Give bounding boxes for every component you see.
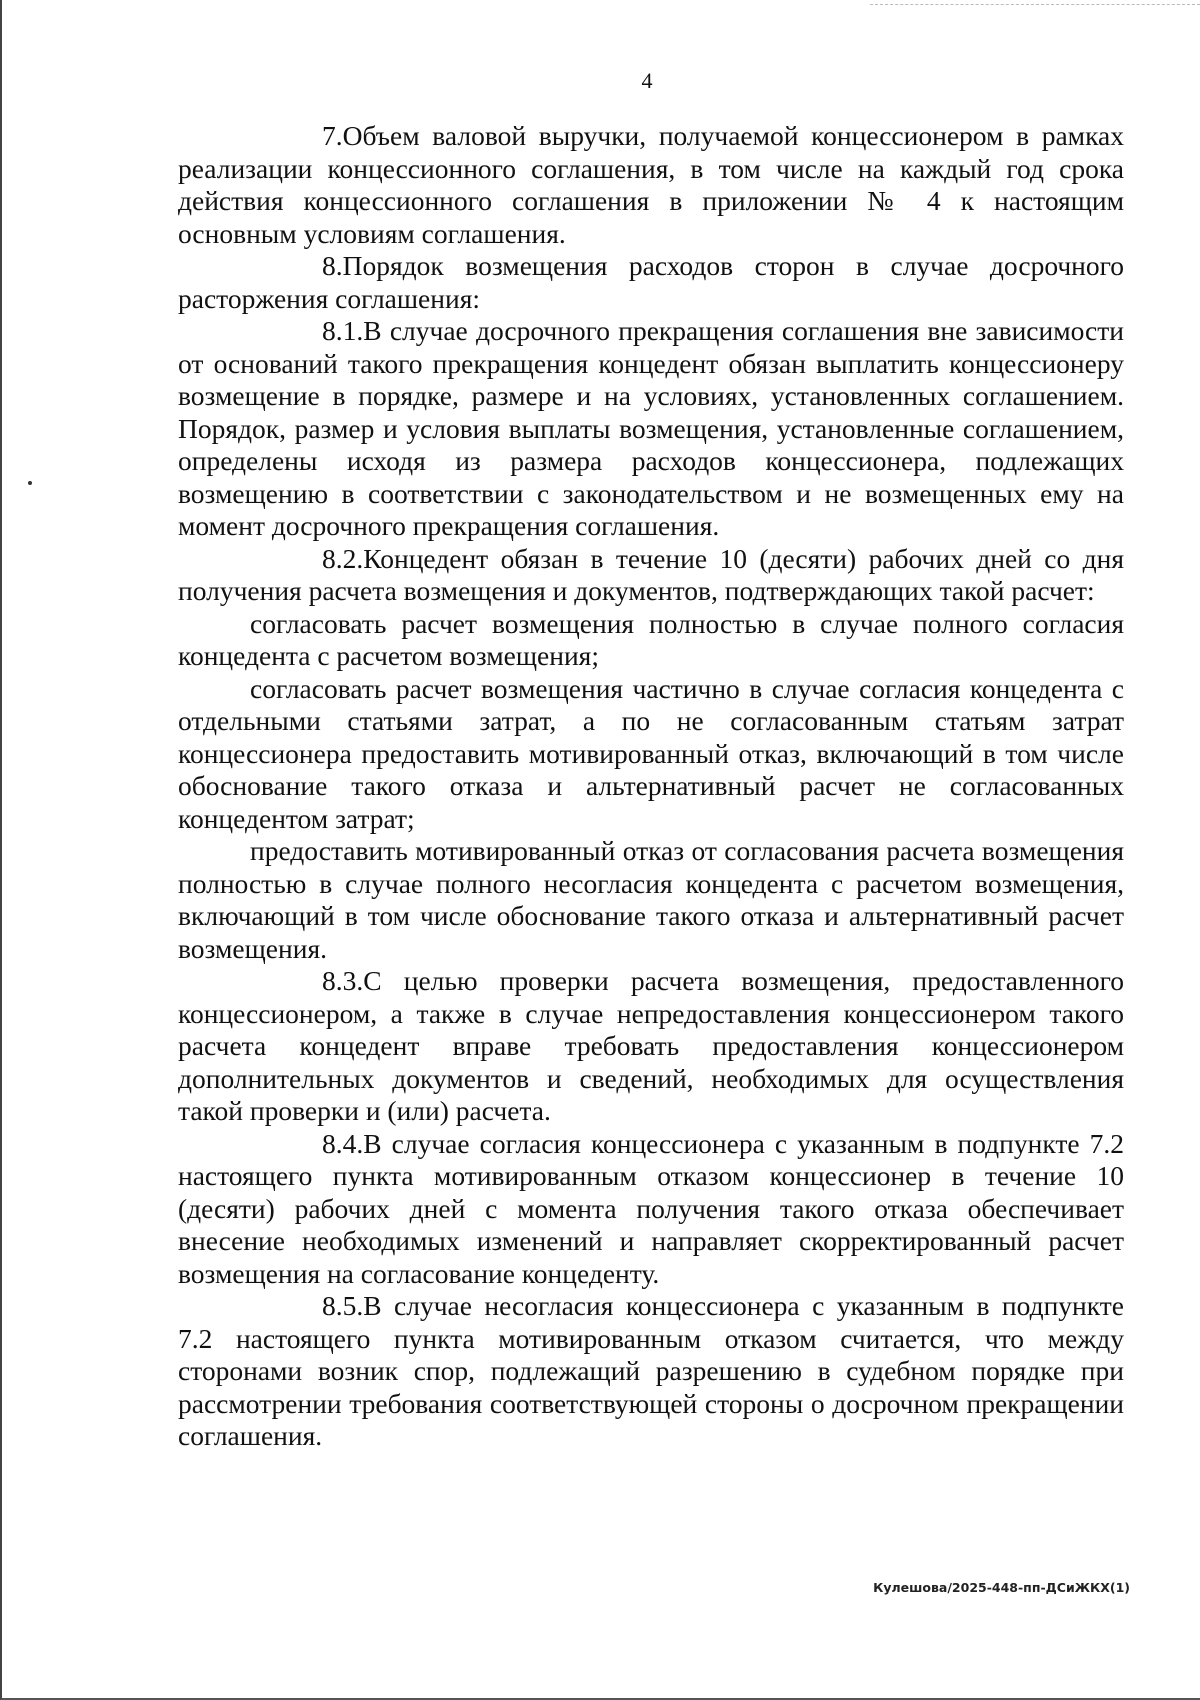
page-number: 4 <box>641 68 653 93</box>
paragraph-8-4 <box>178 1128 1124 1291</box>
paragraph-8-2-item-2 <box>178 673 1124 836</box>
paragraph-number: 8.3. <box>322 965 364 996</box>
paragraph-text: С целью проверки расчета возмещения, предоставленного концессионером, а также в случае непредоставления концессионером такого расчета концедент вправе требовать предоставления концессионером дополнительных документов и сведений, необходимых для осуществления такой проверки и (или) расчета. <box>178 965 1124 1126</box>
paragraph-text: предоставить мотивированный отказ от согласования расчета возмещения полностью в случае полного несогласия концедента с расчетом возмещения, включающий в том числе обоснование такого отказа и альтернативный расчет возмещения. <box>178 835 1124 964</box>
paragraph-number: 8.1. <box>322 315 364 346</box>
paragraph-8-2-item-3 <box>178 835 1124 965</box>
document-footer-code: Кулешова/2025-448-пп-ДСиЖКХ(1) <box>873 1580 1130 1595</box>
scan-dot <box>28 481 32 485</box>
paragraph-number: 8.5. <box>322 1290 364 1321</box>
paragraph-number: 7. <box>322 120 343 151</box>
paragraph-8-3 <box>178 965 1124 1128</box>
paragraph-text: Порядок возмещения расходов сторон в случае досрочного расторжения соглашения: <box>178 250 1124 314</box>
scan-edge-mark <box>870 4 1200 5</box>
paragraph-8-1 <box>178 315 1124 543</box>
document-body <box>178 120 1124 1453</box>
paragraph-text: В случае несогласия концессионера с указанным в подпункте 7.2 настоящего пункта мотивированным отказом считается, что между сторонами возник спор, подлежащий разрешению в судебном порядке при рассмотрении требования соответствующей стороны о досрочном прекращении соглашения. <box>178 1290 1124 1451</box>
paragraph-text: В случае согласия концессионера с указанным в подпункте 7.2 настоящего пункта мотивированным отказом концессионер в течение 10 (десяти) рабочих дней с момента получения такого отказа обеспечивает внесение необходимых изменений и направляет скорректированный расчет возмещения на согласование концеденту. <box>178 1127 1124 1289</box>
paragraph-8 <box>178 250 1124 315</box>
paragraph-text: В случае досрочного прекращения соглашения вне зависимости от оснований такого прекращения концедент обязан выплатить концессионеру возмещение в порядке, размере и на условиях, установленных соглашением. Порядок, размер и условия выплаты возмещения, установленные соглашением, определены исходя из размера расходов концессионера, подлежащих возмещению в соответствии с законодательством и не возмещенных ему на момент досрочного прекращения соглашения. <box>178 315 1124 541</box>
paragraph-8-2 <box>178 543 1124 608</box>
paragraph-8-5 <box>178 1290 1124 1453</box>
paragraph-7 <box>178 120 1124 250</box>
paragraph-text: Объем валовой выручки, получаемой концессионером в рамках реализации концессионного соглашения, в том числе на каждый год срока действия концессионного соглашения в приложении № 4 к настоящим основным условиям соглашения. <box>178 120 1124 249</box>
paragraph-text: Концедент обязан в течение 10 (десяти) рабочих дней со дня получения расчета возмещения и документов, подтверждающих такой расчет: <box>178 542 1124 606</box>
paragraph-8-2-item-1 <box>178 608 1124 673</box>
paragraph-number: 8.4. <box>322 1127 364 1159</box>
paragraph-number: 8.2. <box>322 542 364 574</box>
paragraph-number: 8. <box>322 250 343 281</box>
paragraph-text: согласовать расчет возмещения частично в случае согласия концедента с отдельными статьями затрат, а по не согласованным статьям затрат концессионера предоставить мотивированный отказ, включающий в том числе обоснование такого отказа и альтернативный расчет не согласованных концедентом затрат; <box>178 672 1124 834</box>
paragraph-text: согласовать расчет возмещения полностью в случае полного согласия концедента с расчетом возмещения; <box>178 607 1124 671</box>
